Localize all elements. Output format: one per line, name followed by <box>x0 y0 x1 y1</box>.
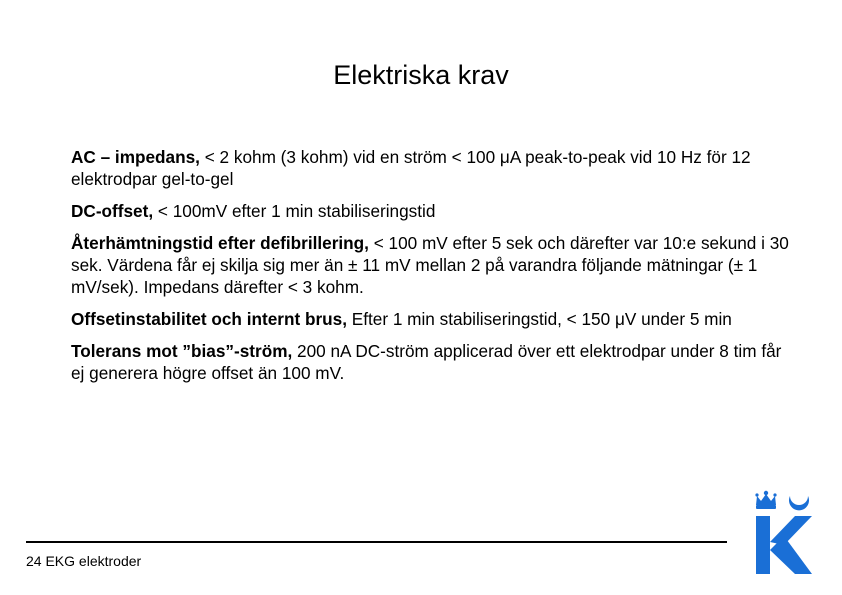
requirement-heading: Offsetinstabilitet och internt brus, <box>71 309 347 329</box>
requirement-heading: AC – impedans, <box>71 147 200 167</box>
requirement-text: Efter 1 min stabiliseringstid, < 150 μV under 5 min <box>346 309 732 329</box>
requirement-text: < 2 kohm (3 kohm) vid en ström < 100 μA peak-to-peak vid 10 Hz för 12 elektrodpar gel-to-gel <box>71 147 751 189</box>
requirements-list <box>71 146 791 394</box>
requirement-text: < 100 mV efter 5 sek och därefter var 10:e sekund i 30 sek. Värdena får ej skilja sig mer än ± 11 mV mellan 2 på varandra följande mätningar (± 1 mV/sek). Impedans därefter < 3 kohm. <box>71 233 789 297</box>
requirement-ac-impedance <box>71 146 791 190</box>
requirement-offset-instability <box>71 308 791 330</box>
kth-logo-icon <box>748 490 816 576</box>
slide-footer: 24 EKG elektroder <box>26 553 142 569</box>
slide-title: Elektriska krav <box>333 60 509 90</box>
footer-divider <box>26 541 727 543</box>
requirement-heading: DC-offset, <box>71 201 154 221</box>
requirement-dc-offset <box>71 200 791 222</box>
requirement-text: < 100mV efter 1 min stabiliseringstid <box>153 201 436 221</box>
requirement-heading: Återhämtningstid efter defibrillering, <box>71 233 369 253</box>
requirement-text: 200 nA DC-ström applicerad över ett elektrodpar under 8 tim får ej generera högre offset än 100 mV. <box>71 341 782 383</box>
requirement-bias-current <box>71 340 791 384</box>
requirement-heading: Tolerans mot ”bias”-ström, <box>71 341 293 361</box>
requirement-defibrillation-recovery <box>71 232 791 298</box>
